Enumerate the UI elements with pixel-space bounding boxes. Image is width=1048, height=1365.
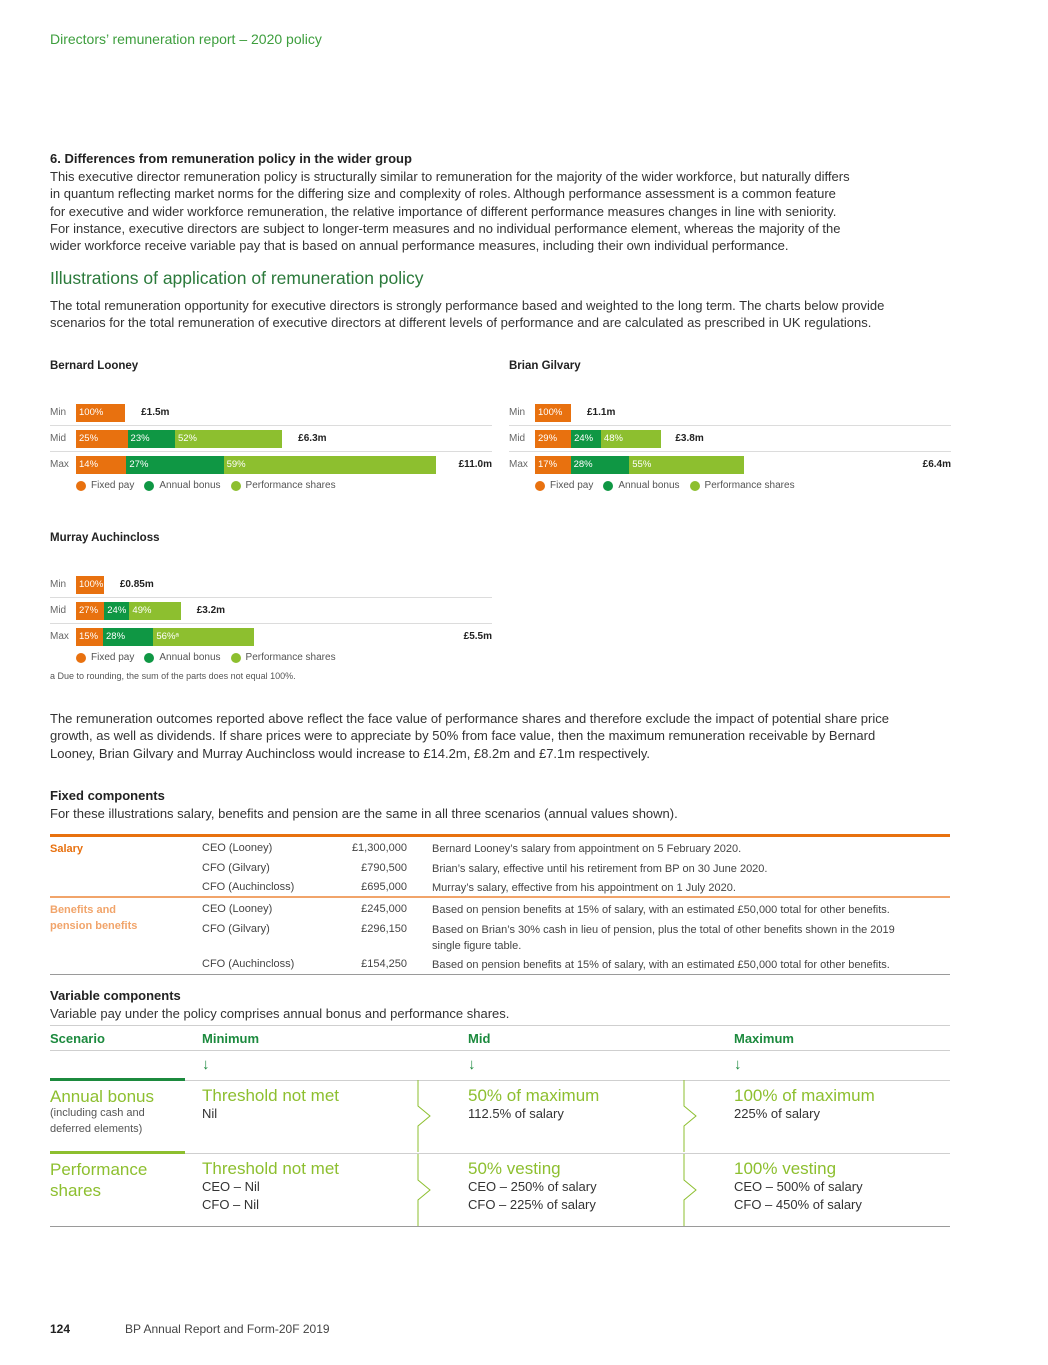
legend-label: Performance shares [704, 480, 795, 491]
value-line: CEO – 500% of salary [734, 1179, 863, 1194]
description-cell: Bernard Looney’s salary from appointment on 5 February 2020. [432, 843, 742, 855]
row-label-min: Min [50, 579, 67, 590]
variable-table-top-rule [50, 1025, 950, 1026]
illustrations-intro [50, 297, 950, 332]
chart-bernard-looney [50, 360, 492, 510]
bar-segment-perf: 49% [129, 602, 180, 620]
bar-segment-fixed: 29% [535, 430, 571, 448]
role-cell: CFO (Gilvary) [202, 923, 270, 935]
legend-item-bonus [144, 652, 220, 663]
role-cell: CFO (Gilvary) [202, 862, 270, 874]
amount-cell: £1,300,000 [351, 842, 407, 854]
legend-label: Annual bonus [159, 652, 221, 663]
legend-dot-icon [144, 481, 154, 491]
amount-cell: £245,000 [361, 903, 407, 915]
value-line: CEO – Nil [202, 1179, 260, 1194]
bonus-mid-title: 50% of maximum [468, 1086, 600, 1105]
legend-item-perf [231, 652, 336, 663]
value-line: CFO – 225% of salary [468, 1196, 596, 1212]
legend-item-fixed [76, 480, 134, 491]
bar-segment-fixed: 17% [535, 456, 571, 474]
variable-table-bottom-rule [50, 1226, 950, 1227]
benefits-label-line: Benefits and [50, 904, 117, 916]
table-top-rule [50, 834, 950, 837]
amount-cell: £296,150 [361, 923, 407, 935]
row-label-max: Max [50, 459, 69, 470]
amount-cell: £154,250 [361, 958, 407, 970]
description-cell: Brian’s salary, effective until his retirement from BP on 30 June 2020. [432, 863, 768, 875]
legend-label: Fixed pay [550, 480, 594, 491]
row-label-mid: Mid [50, 605, 67, 616]
salary-category: Salary [50, 843, 84, 855]
header-rule [50, 1050, 950, 1051]
illustrations-heading: Illustrations of application of remuneration policy [50, 268, 424, 288]
chart-title: Murray Auchincloss [50, 532, 160, 544]
row-separator [50, 623, 492, 624]
chart-brian-gilvary [509, 360, 951, 510]
row-label-max: Max [50, 631, 69, 642]
amount-cell: £695,000 [361, 881, 407, 893]
table-group-rule [50, 896, 950, 898]
header-minimum: Minimum [202, 1031, 260, 1046]
note-line: deferred elements) [50, 1122, 143, 1135]
bonus-maximum-title: 100% of maximum [734, 1086, 875, 1105]
variable-components-intro: Variable pay under the policy comprises annual bonus and performance shares. [50, 1006, 510, 1021]
total-label: £11.0m [458, 459, 492, 470]
publication-title: BP Annual Report and Form-20F 2019 [125, 1322, 330, 1336]
fixed-components-title: Fixed components [50, 788, 165, 803]
role-cell: CEO (Looney) [202, 842, 273, 854]
legend-item-bonus [603, 480, 679, 491]
bonus-maximum-value: 225% of salary [734, 1106, 820, 1121]
paragraph-line: scenarios for the total remuneration of executive directors at different levels of performance and are calculated as prescribed in UK regulations. [50, 315, 872, 331]
fixed-components-intro: For these illustrations salary, benefits and pension are the same in all three scenarios (annual values shown). [50, 806, 678, 821]
legend-item-fixed [76, 652, 134, 663]
amount-cell: £790,500 [361, 862, 407, 874]
bar-segment-perf: 48% [601, 430, 661, 448]
chevron-right-icon [416, 1154, 436, 1226]
arrow-down-icon: ↓ [734, 1056, 742, 1073]
bar-segment-fixed: 100% [76, 404, 125, 422]
legend-dot-icon [231, 481, 241, 491]
annual-bonus-note [50, 1106, 145, 1137]
row-label-mid: Mid [50, 433, 67, 444]
total-label: £1.1m [587, 407, 616, 418]
section-paragraph [50, 168, 950, 254]
chevron-right-icon [682, 1080, 702, 1152]
legend-label: Annual bonus [159, 480, 221, 491]
paragraph-line: Looney, Brian Gilvary and Murray Auchincloss would increase to £14.2m, £8.2m and £7.1m respectively. [50, 745, 650, 761]
value-line: CFO – 450% of salary [734, 1196, 862, 1212]
category-accent-rule [50, 1151, 185, 1154]
chart-title: Bernard Looney [50, 360, 139, 372]
description-cell [432, 923, 954, 954]
value-line: CFO – Nil [202, 1196, 260, 1212]
legend-dot-icon [535, 481, 545, 491]
row-label-min: Min [50, 407, 67, 418]
row-label-mid: Mid [509, 433, 526, 444]
bar-segment-perf: 52% [175, 430, 282, 448]
legend-item-perf [690, 480, 795, 491]
row-separator [50, 597, 492, 598]
legend-dot-icon [144, 653, 154, 663]
bar-segment-fixed: 27% [76, 602, 104, 620]
bar-segment-bonus: 28% [571, 456, 630, 474]
section-title: 6. Differences from remuneration policy in the wider group [50, 151, 412, 166]
paragraph-line: growth, as well as dividends. If share prices were to appreciate by 50% from face value, then the maximum remuneration receivable by Bernard [50, 728, 876, 744]
outcomes-paragraph [50, 710, 950, 762]
bar-segment-bonus: 24% [104, 602, 129, 620]
legend-dot-icon [76, 481, 86, 491]
row-rule [185, 1153, 950, 1154]
shares-mid-values [468, 1178, 597, 1213]
chart-murray-auchincloss [50, 532, 492, 682]
category-accent-rule [50, 1078, 185, 1081]
legend-label: Fixed pay [91, 652, 135, 663]
header-scenario: Scenario [50, 1031, 105, 1046]
paragraph-line: The total remuneration opportunity for executive directors is strongly performance based and weighted to the long term. The charts below provide [50, 298, 885, 313]
total-label: £5.5m [463, 631, 492, 642]
bonus-mid-value: 112.5% of salary [468, 1106, 564, 1121]
note-line: (including cash and [50, 1107, 145, 1119]
value-line: CEO – 250% of salary [468, 1179, 597, 1194]
total-label: £3.8m [675, 433, 704, 444]
bar-segment-perf: 56%ᵃ [153, 628, 254, 646]
bar-segment-fixed: 14% [76, 456, 126, 474]
label-line: shares [50, 1181, 102, 1200]
legend-item-perf [231, 480, 336, 491]
shares-mid-title: 50% vesting [468, 1159, 561, 1178]
chart-title: Brian Gilvary [509, 360, 581, 372]
label-line: Performance [50, 1160, 148, 1179]
legend-item-fixed [535, 480, 593, 491]
description-cell: Based on pension benefits at 15% of salary, with an estimated £50,000 total for other benefits. [432, 959, 890, 971]
paragraph-line: For instance, executive directors are subject to longer-term measures and no individual performance element, whereas the majority of the [50, 220, 841, 236]
description-cell: Murray’s salary, effective from his appointment on 1 July 2020. [432, 882, 736, 894]
running-header: Directors’ remuneration report – 2020 policy [50, 31, 322, 47]
total-label: £6.4m [922, 459, 951, 470]
legend-dot-icon [231, 653, 241, 663]
row-label-min: Min [509, 407, 526, 418]
paragraph-line: The remuneration outcomes reported above reflect the face value of performance shares and therefore exclude the impact of potential share price [50, 711, 889, 726]
chevron-right-icon [416, 1080, 436, 1152]
legend-dot-icon [690, 481, 700, 491]
total-label: £0.85m [119, 579, 154, 590]
chevron-right-icon [682, 1154, 702, 1226]
legend-label: Annual bonus [618, 480, 680, 491]
legend-dot-icon [603, 481, 613, 491]
role-cell: CFO (Auchincloss) [202, 958, 295, 970]
legend-item-bonus [144, 480, 220, 491]
bar-segment-bonus: 24% [571, 430, 601, 448]
description-cell: Based on pension benefits at 15% of salary, with an estimated £50,000 total for other benefits. [432, 904, 890, 916]
row-separator [50, 451, 492, 452]
shares-maximum-title: 100% vesting [734, 1159, 837, 1178]
description-line: Based on Brian’s 30% cash in lieu of pension, plus the total of other benefits shown in the 2019 [432, 924, 895, 936]
bar-segment-perf: 55% [629, 456, 744, 474]
row-separator [509, 425, 951, 426]
shares-minimum-title: Threshold not met [202, 1159, 340, 1178]
page-number: 124 [50, 1322, 71, 1336]
paragraph-line: wider workforce receive variable pay that is based on annual performance measures, including their own individual performance. [50, 238, 789, 254]
paragraph-line: in quantum reflecting market norms for the differing size and complexity of roles. Although performance assessment is a common feature [50, 186, 836, 202]
chart-legend [535, 480, 805, 491]
performance-shares-label [50, 1159, 147, 1201]
bar-segment-bonus: 23% [128, 430, 175, 448]
bar-segment-bonus: 28% [103, 628, 153, 646]
benefits-category [50, 903, 137, 934]
chart-legend [76, 480, 346, 491]
arrow-down-icon: ↓ [468, 1056, 476, 1073]
bar-segment-fixed: 15% [76, 628, 103, 646]
row-label-max: Max [509, 459, 528, 470]
paragraph-line: This executive director remuneration policy is structurally similar to remuneration for the majority of the wider workforce, but naturally differs [50, 169, 850, 184]
table-bottom-rule [50, 974, 950, 975]
role-cell: CFO (Auchincloss) [202, 881, 295, 893]
row-rule [185, 1080, 950, 1081]
arrow-down-icon: ↓ [202, 1056, 210, 1073]
bar-segment-fixed: 100% [76, 576, 104, 594]
paragraph-line: for executive and wider workforce remuneration, the relative importance of different performance measures changes in line with seniority. [50, 203, 837, 219]
annual-bonus-label: Annual bonus [50, 1087, 154, 1106]
chart-footnote: a Due to rounding, the sum of the parts does not equal 100%. [50, 671, 296, 681]
benefits-label-line: pension benefits [50, 919, 138, 932]
bonus-minimum-title: Threshold not met [202, 1086, 340, 1105]
header-maximum: Maximum [734, 1031, 794, 1046]
total-label: £1.5m [141, 407, 170, 418]
legend-label: Performance shares [245, 652, 336, 663]
total-label: £6.3m [298, 433, 327, 444]
total-label: £3.2m [196, 605, 226, 616]
row-separator [509, 451, 951, 452]
description-line: single figure table. [432, 939, 522, 952]
legend-dot-icon [76, 653, 86, 663]
variable-components-title: Variable components [50, 988, 181, 1003]
header-mid: Mid [468, 1031, 491, 1046]
legend-label: Fixed pay [91, 480, 135, 491]
shares-minimum-values [202, 1178, 260, 1213]
chart-legend [76, 652, 346, 663]
shares-maximum-values [734, 1178, 863, 1213]
bonus-minimum-value: Nil [202, 1106, 218, 1121]
legend-label: Performance shares [245, 480, 336, 491]
bar-segment-bonus: 27% [126, 456, 223, 474]
bar-segment-perf: 59% [224, 456, 436, 474]
bar-segment-fixed: 100% [535, 404, 571, 422]
row-separator [50, 425, 492, 426]
bar-segment-fixed: 25% [76, 430, 128, 448]
role-cell: CEO (Looney) [202, 903, 273, 915]
